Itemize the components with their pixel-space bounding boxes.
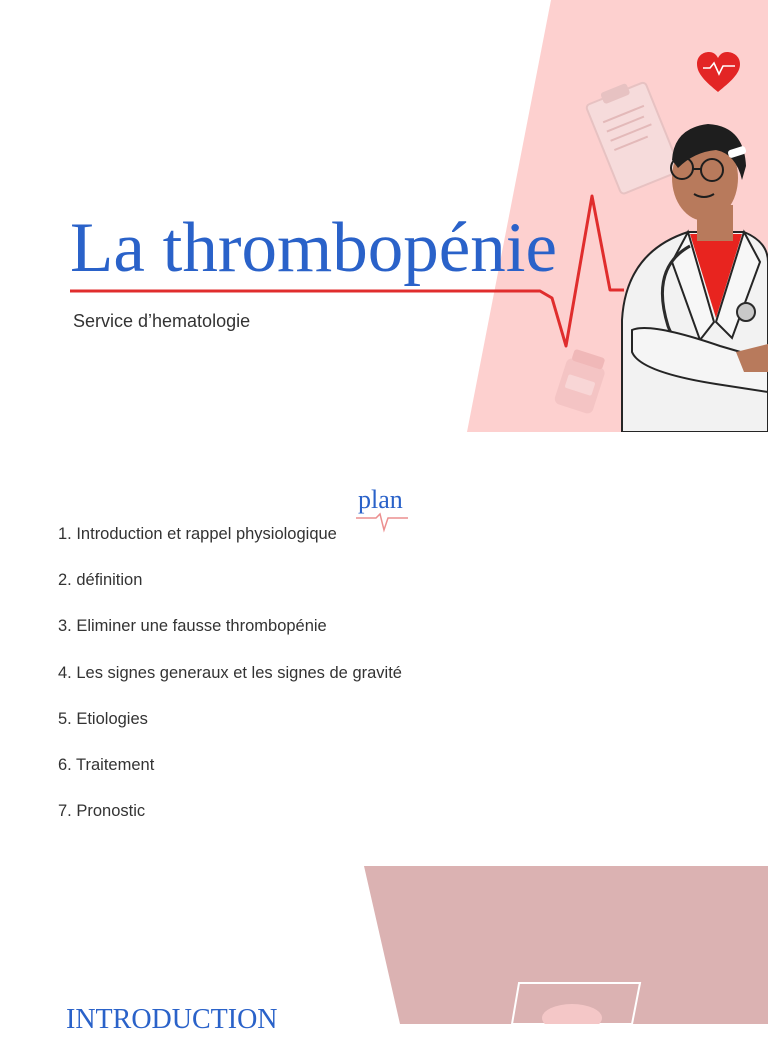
slide3-background-art — [0, 866, 768, 1024]
plan-item: 2. définition — [58, 571, 143, 590]
plan-item: 1. Introduction et rappel physiologique — [58, 525, 337, 543]
plan-item: 6. Traitement — [58, 755, 155, 774]
introduction-title: INTRODUCTION — [66, 1004, 278, 1035]
plan-title: plan — [358, 485, 403, 514]
mauve-panel — [364, 866, 768, 1024]
presentation-subtitle: Service d’hematologie — [73, 311, 251, 331]
plan-item: 7. Pronostic — [58, 802, 146, 821]
plan-list — [58, 520, 402, 843]
plan-item: 5. Etiologies — [58, 709, 148, 728]
title-slide — [0, 0, 768, 432]
plan-item: 3. Eliminer une fausse thrombopénie — [58, 617, 327, 636]
presentation-title: La thrombopénie — [70, 209, 557, 287]
plan-item: 4. Les signes generaux et les signes de gravité — [58, 663, 402, 682]
introduction-slide — [0, 866, 768, 1024]
